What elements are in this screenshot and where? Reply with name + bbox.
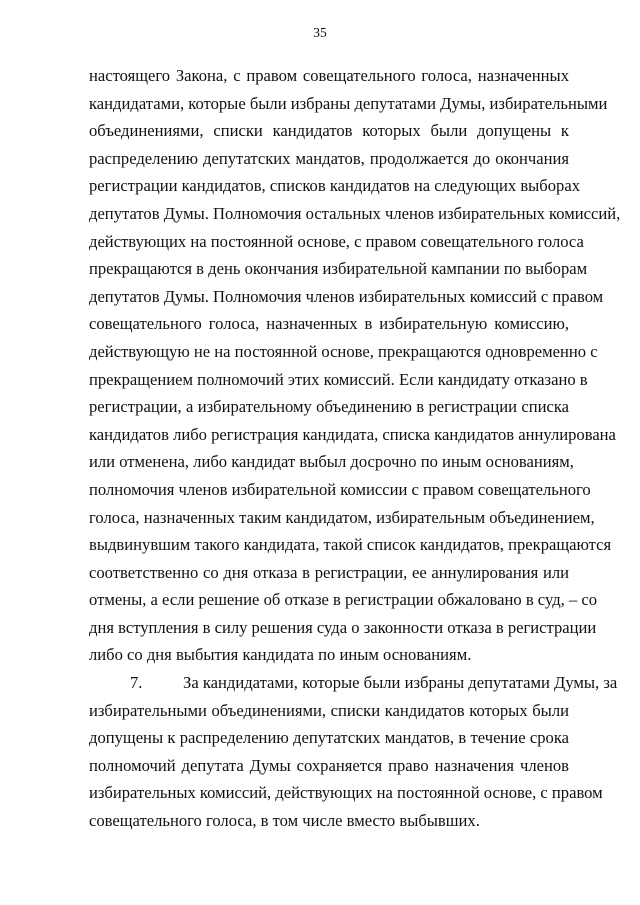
text-line: совещательного голоса, назначенных в избирательную комиссию, <box>89 314 569 334</box>
text-line: действующую не на постоянной основе, прекращаются одновременно с <box>89 341 598 361</box>
text-line: прекращением полномочий этих комиссий. Если кандидату отказано в <box>89 369 588 389</box>
text-line: распределению депутатских мандатов, продолжается до окончания <box>89 148 569 168</box>
item-number: 7. <box>130 673 143 693</box>
text-line: регистрации, а избирательному объединению в регистрации списка <box>89 397 569 417</box>
text-line: совещательного голоса, в том числе вместо выбывших. <box>89 811 480 831</box>
text-line: депутатов Думы. Полномочия остальных членов избирательных комиссий, <box>89 203 621 223</box>
body-text <box>89 62 621 835</box>
text-line: дня вступления в силу решения суда о законности отказа в регистрации <box>89 617 597 637</box>
text-line: избирательными объединениями, списки кандидатов которых были <box>89 700 569 720</box>
text-line: допущены к распределению депутатских мандатов, в течение срока <box>89 728 569 748</box>
text-line: выдвинувшим такого кандидата, такой список кандидатов, прекращаются <box>89 535 612 555</box>
text-line: настоящего Закона, с правом совещательного голоса, назначенных <box>89 66 569 85</box>
text-line: действующих на постоянной основе, с правом совещательного голоса <box>89 231 584 251</box>
text-line: полномочий депутата Думы сохраняется право назначения членов <box>89 755 569 775</box>
text-line: депутатов Думы. Полномочия членов избирательных комиссий с правом <box>89 286 604 306</box>
item-7-paragraph <box>89 669 618 835</box>
text-line: соответственно со дня отказа в регистрации, ее аннулирования или <box>89 562 569 582</box>
text-line: кандидатами, которые были избраны депутатами Думы, избирательными <box>89 93 608 113</box>
text-line: объединениями, списки кандидатов которых были допущены к <box>89 121 569 141</box>
text-line: прекращаются в день окончания избирательной кампании по выборам <box>89 259 588 279</box>
text-line: либо со дня выбытия кандидата по иным основаниям. <box>89 645 472 665</box>
text-line: отмены, а если решение об отказе в регистрации обжаловано в суд, – со <box>89 590 598 610</box>
page-number: 35 <box>313 25 327 40</box>
text-line: кандидатов либо регистрация кандидата, списка кандидатов аннулирована <box>89 424 616 444</box>
text-line: голоса, назначенных таким кандидатом, избирательным объединением, <box>89 507 595 527</box>
text-line: или отменена, либо кандидат выбыл досрочно по иным основаниям, <box>89 452 574 472</box>
continuation-paragraph <box>89 62 621 669</box>
text-line: регистрации кандидатов, списков кандидатов на следующих выборах <box>89 176 581 196</box>
item-7-first-line <box>89 669 618 697</box>
text-line: За кандидатами, которые были избраны депутатами Думы, за <box>183 673 618 693</box>
text-line: избирательных комиссий, действующих на постоянной основе, с правом <box>89 783 603 803</box>
text-line: полномочия членов избирательной комиссии с правом совещательного <box>89 479 591 499</box>
